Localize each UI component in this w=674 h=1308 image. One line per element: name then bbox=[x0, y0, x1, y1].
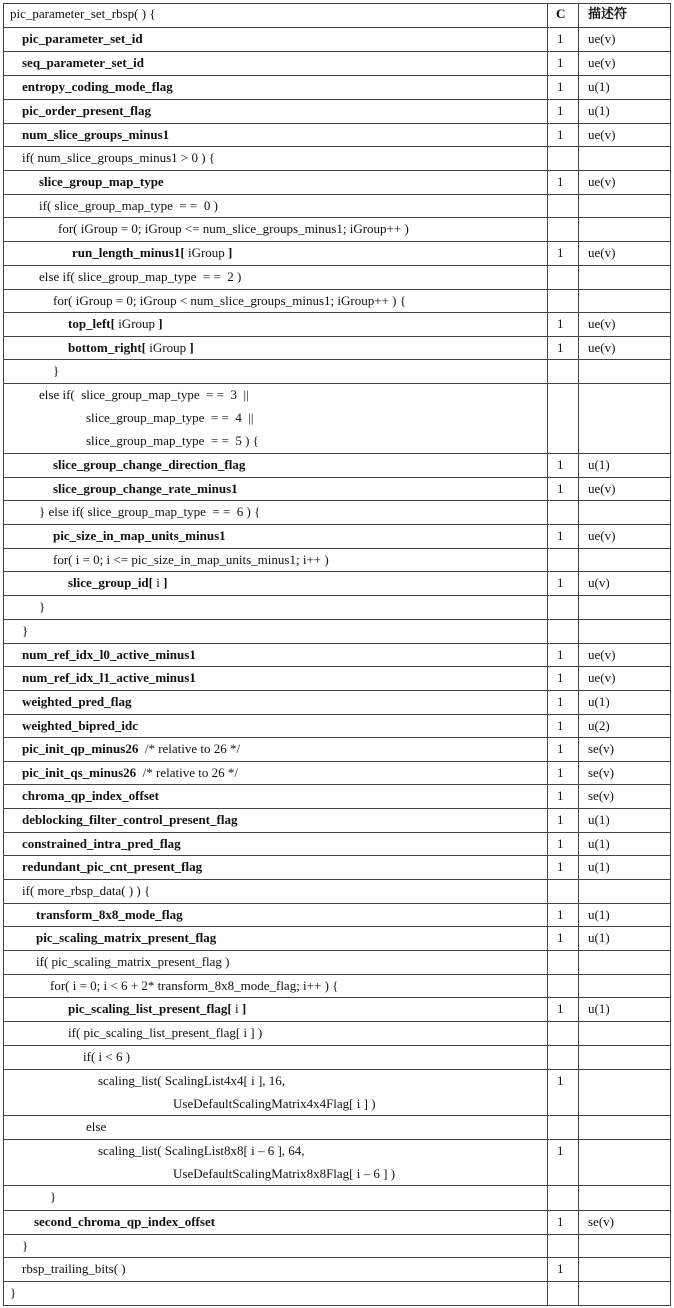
category-cell: 1 bbox=[557, 245, 564, 260]
category-cell: 1 bbox=[557, 694, 564, 709]
row-divider bbox=[3, 265, 671, 266]
descriptor-cell: u(1) bbox=[588, 907, 610, 922]
syntax-element-name: pic_scaling_list_present_flag[ bbox=[68, 1001, 232, 1016]
syntax-cell bbox=[39, 269, 241, 285]
row-divider bbox=[3, 1045, 671, 1046]
row-divider bbox=[3, 808, 671, 809]
syntax-text: else if( slice_group_map_type = = 2 ) bbox=[39, 269, 242, 284]
category-cell: 1 bbox=[557, 788, 564, 803]
syntax-cell bbox=[34, 1214, 215, 1230]
syntax-text: } bbox=[50, 1189, 57, 1204]
syntax-element-name: constrained_intra_pred_flag bbox=[22, 836, 181, 851]
syntax-continuation: slice_group_map_type = = 5 ) { bbox=[86, 433, 259, 448]
category-cell: 1 bbox=[557, 528, 564, 543]
descriptor-cell: u(1) bbox=[588, 1001, 610, 1016]
descriptor-cell: u(1) bbox=[588, 694, 610, 709]
descriptor-cell: se(v) bbox=[588, 741, 614, 756]
syntax-text: for( i = 0; i <= pic_size_in_map_units_minus1; i++ ) bbox=[53, 552, 329, 567]
category-cell: 1 bbox=[557, 174, 564, 189]
category-cell: 1 bbox=[557, 859, 564, 874]
syntax-cell bbox=[68, 575, 167, 591]
column-divider bbox=[578, 3, 579, 1306]
syntax-element-name: bottom_right[ bbox=[68, 340, 146, 355]
syntax-element-name: deblocking_filter_control_present_flag bbox=[22, 812, 238, 827]
row-divider bbox=[3, 950, 671, 951]
row-divider bbox=[3, 524, 671, 525]
category-cell: 1 bbox=[557, 79, 564, 94]
row-divider bbox=[3, 643, 671, 644]
category-cell: 1 bbox=[557, 55, 564, 70]
row-divider bbox=[3, 359, 671, 360]
header-descriptor: 描述符 bbox=[588, 6, 628, 21]
syntax-cell bbox=[39, 174, 164, 190]
row-divider bbox=[3, 241, 671, 242]
row-divider bbox=[3, 1210, 671, 1211]
syntax-text: if( more_rbsp_data( ) ) { bbox=[22, 883, 151, 898]
row-divider bbox=[3, 666, 671, 667]
descriptor-cell: ue(v) bbox=[588, 174, 616, 189]
syntax-cell bbox=[22, 788, 159, 804]
syntax-element-name: top_left[ bbox=[68, 316, 115, 331]
category-cell: 1 bbox=[557, 718, 564, 733]
descriptor-cell: u(2) bbox=[588, 718, 610, 733]
category-cell: 1 bbox=[557, 1001, 564, 1016]
syntax-cell bbox=[22, 31, 143, 47]
descriptor-cell: u(1) bbox=[588, 812, 610, 827]
syntax-cell bbox=[22, 79, 173, 95]
category-cell: 1 bbox=[557, 907, 564, 922]
syntax-cell bbox=[83, 1049, 130, 1065]
category-cell: 1 bbox=[557, 1073, 564, 1088]
syntax-cell bbox=[53, 481, 238, 497]
row-divider bbox=[3, 99, 671, 100]
syntax-cell bbox=[58, 221, 409, 237]
category-cell: 1 bbox=[557, 812, 564, 827]
syntax-cell bbox=[68, 1025, 262, 1041]
syntax-text: if( pic_scaling_matrix_present_flag ) bbox=[36, 954, 230, 969]
syntax-element-name: ] bbox=[189, 340, 194, 355]
row-divider bbox=[3, 737, 671, 738]
row-divider bbox=[3, 997, 671, 998]
row-divider bbox=[3, 855, 671, 856]
syntax-cell bbox=[10, 1285, 16, 1301]
syntax-text: if( pic_scaling_list_present_flag[ i ] ) bbox=[68, 1025, 263, 1040]
syntax-cell bbox=[39, 599, 45, 615]
row-divider bbox=[3, 974, 671, 975]
header-c: C bbox=[556, 6, 566, 21]
syntax-element-name: seq_parameter_set_id bbox=[22, 55, 145, 70]
descriptor-cell: u(1) bbox=[588, 836, 610, 851]
syntax-cell bbox=[22, 55, 144, 71]
row-divider bbox=[3, 784, 671, 785]
syntax-text: i bbox=[153, 575, 164, 590]
row-divider bbox=[3, 51, 671, 52]
row-divider bbox=[3, 879, 671, 880]
syntax-cell bbox=[22, 150, 215, 166]
syntax-element-name: ] bbox=[241, 1001, 247, 1016]
descriptor-cell: ue(v) bbox=[588, 55, 616, 70]
category-cell: 1 bbox=[557, 1261, 564, 1276]
syntax-element-name: num_slice_groups_minus1 bbox=[22, 127, 170, 142]
row-divider bbox=[3, 453, 671, 454]
row-divider bbox=[3, 1305, 671, 1306]
syntax-text: for( iGroup = 0; iGroup <= num_slice_groups_minus1; iGroup++ ) bbox=[58, 221, 409, 236]
syntax-element-name: ] bbox=[163, 575, 168, 590]
row-divider bbox=[3, 146, 671, 147]
syntax-text: if( num_slice_groups_minus1 > 0 ) { bbox=[22, 150, 216, 165]
syntax-cell bbox=[39, 387, 249, 403]
row-divider bbox=[3, 832, 671, 833]
row-divider bbox=[3, 571, 671, 572]
syntax-cell bbox=[98, 1143, 305, 1159]
row-divider bbox=[3, 1281, 671, 1282]
descriptor-cell: se(v) bbox=[588, 788, 614, 803]
syntax-cell bbox=[22, 623, 28, 639]
row-divider bbox=[3, 1257, 671, 1258]
row-divider bbox=[3, 761, 671, 762]
descriptor-cell: ue(v) bbox=[588, 670, 616, 685]
syntax-element-name: transform_8x8_mode_flag bbox=[36, 907, 183, 922]
syntax-text: iGroup bbox=[146, 340, 190, 355]
syntax-cell bbox=[22, 741, 240, 757]
syntax-cell bbox=[22, 694, 132, 710]
row-divider bbox=[3, 312, 671, 313]
row-divider bbox=[3, 714, 671, 715]
syntax-element-name: weighted_bipred_idc bbox=[22, 718, 139, 733]
category-cell: 1 bbox=[557, 670, 564, 685]
descriptor-cell: ue(v) bbox=[588, 528, 616, 543]
syntax-element-name: num_ref_idx_l1_active_minus1 bbox=[22, 670, 196, 685]
syntax-text: } bbox=[39, 599, 46, 614]
syntax-cell bbox=[86, 1119, 106, 1135]
category-cell: 1 bbox=[557, 930, 564, 945]
syntax-text: if( i < 6 ) bbox=[83, 1049, 131, 1064]
row-divider bbox=[3, 1021, 671, 1022]
descriptor-cell: ue(v) bbox=[588, 481, 616, 496]
category-cell: 1 bbox=[557, 575, 564, 590]
column-divider bbox=[670, 3, 671, 1306]
category-cell: 1 bbox=[557, 765, 564, 780]
row-divider bbox=[3, 75, 671, 76]
category-cell: 1 bbox=[557, 103, 564, 118]
descriptor-cell: ue(v) bbox=[588, 316, 616, 331]
syntax-continuation: slice_group_map_type = = 4 || bbox=[86, 410, 254, 425]
syntax-text: scaling_list( ScalingList8x8[ i – 6 ], 64, bbox=[98, 1143, 305, 1158]
column-divider bbox=[3, 3, 4, 1306]
row-divider bbox=[3, 27, 671, 28]
syntax-cell bbox=[53, 363, 59, 379]
syntax-cell bbox=[53, 457, 245, 473]
category-cell: 1 bbox=[557, 127, 564, 142]
descriptor-cell: ue(v) bbox=[588, 340, 616, 355]
syntax-cell bbox=[50, 1189, 56, 1205]
header-syntax: pic_parameter_set_rbsp( ) { bbox=[10, 6, 156, 21]
category-cell: 1 bbox=[557, 316, 564, 331]
syntax-cell bbox=[53, 528, 226, 544]
row-divider bbox=[3, 123, 671, 124]
syntax-text: else if( slice_group_map_type = = 3 || bbox=[39, 387, 249, 402]
category-cell: 1 bbox=[557, 457, 564, 472]
syntax-cell bbox=[68, 1001, 246, 1017]
syntax-cell bbox=[22, 812, 237, 828]
syntax-text: if( slice_group_map_type = = 0 ) bbox=[39, 198, 218, 213]
syntax-element-name: pic_init_qs_minus26 bbox=[22, 765, 137, 780]
category-cell: 1 bbox=[557, 1143, 564, 1158]
syntax-cell bbox=[22, 718, 138, 734]
descriptor-cell: se(v) bbox=[588, 1214, 614, 1229]
syntax-cell bbox=[22, 859, 202, 875]
syntax-cell bbox=[36, 954, 230, 970]
descriptor-cell: ue(v) bbox=[588, 127, 616, 142]
syntax-element-name: pic_parameter_set_id bbox=[22, 31, 143, 46]
syntax-continuation: UseDefaultScalingMatrix4x4Flag[ i ] ) bbox=[173, 1096, 376, 1111]
syntax-cell bbox=[98, 1073, 285, 1089]
syntax-text: i bbox=[231, 1001, 242, 1016]
row-divider bbox=[3, 548, 671, 549]
syntax-element-name: slice_group_change_direction_flag bbox=[53, 457, 246, 472]
syntax-cell bbox=[22, 1238, 28, 1254]
syntax-element-name: slice_group_id[ bbox=[68, 575, 153, 590]
category-cell: 1 bbox=[557, 836, 564, 851]
syntax-element-name: pic_order_present_flag bbox=[22, 103, 152, 118]
syntax-text: /* relative to 26 */ bbox=[138, 741, 241, 756]
syntax-cell bbox=[22, 670, 196, 686]
syntax-text: scaling_list( ScalingList4x4[ i ], 16, bbox=[98, 1073, 286, 1088]
descriptor-cell: u(1) bbox=[588, 103, 610, 118]
row-divider bbox=[3, 3, 671, 4]
syntax-cell bbox=[22, 127, 169, 143]
syntax-text: rbsp_trailing_bits( ) bbox=[22, 1261, 126, 1276]
syntax-element-name: slice_group_map_type bbox=[39, 174, 164, 189]
category-cell: 1 bbox=[557, 1214, 564, 1229]
syntax-cell bbox=[39, 198, 218, 214]
syntax-element-name: weighted_pred_flag bbox=[22, 694, 132, 709]
descriptor-cell: u(1) bbox=[588, 859, 610, 874]
descriptor-cell: u(1) bbox=[588, 930, 610, 945]
syntax-element-name: num_ref_idx_l0_active_minus1 bbox=[22, 647, 196, 662]
row-divider bbox=[3, 595, 671, 596]
syntax-cell bbox=[36, 930, 216, 946]
syntax-element-name: pic_scaling_matrix_present_flag bbox=[36, 930, 217, 945]
row-divider bbox=[3, 1185, 671, 1186]
syntax-text: } else if( slice_group_map_type = = 6 ) { bbox=[39, 504, 261, 519]
syntax-cell bbox=[22, 1261, 126, 1277]
syntax-element-name: second_chroma_qp_index_offset bbox=[34, 1214, 216, 1229]
syntax-cell bbox=[53, 552, 329, 568]
descriptor-cell: u(1) bbox=[588, 79, 610, 94]
category-cell: 1 bbox=[557, 741, 564, 756]
syntax-element-name: chroma_qp_index_offset bbox=[22, 788, 159, 803]
descriptor-cell: ue(v) bbox=[588, 647, 616, 662]
syntax-text: for( iGroup = 0; iGroup < num_slice_groups_minus1; iGroup++ ) { bbox=[53, 293, 406, 308]
syntax-cell bbox=[22, 103, 151, 119]
syntax-text: else bbox=[86, 1119, 107, 1134]
syntax-element-name: pic_size_in_map_units_minus1 bbox=[53, 528, 226, 543]
syntax-element-name: run_length_minus1[ bbox=[72, 245, 185, 260]
row-divider bbox=[3, 170, 671, 171]
descriptor-cell: u(v) bbox=[588, 575, 610, 590]
row-divider bbox=[3, 903, 671, 904]
syntax-element-name: redundant_pic_cnt_present_flag bbox=[22, 859, 203, 874]
row-divider bbox=[3, 1115, 671, 1116]
syntax-cell bbox=[68, 340, 194, 356]
row-divider bbox=[3, 194, 671, 195]
syntax-text: } bbox=[22, 623, 29, 638]
syntax-cell bbox=[72, 245, 232, 261]
syntax-text: } bbox=[53, 363, 60, 378]
row-divider bbox=[3, 690, 671, 691]
syntax-cell bbox=[22, 836, 181, 852]
row-divider bbox=[3, 477, 671, 478]
row-divider bbox=[3, 1234, 671, 1235]
row-divider bbox=[3, 336, 671, 337]
row-divider bbox=[3, 289, 671, 290]
syntax-cell bbox=[22, 647, 196, 663]
syntax-element-name: ] bbox=[158, 316, 163, 331]
syntax-text: } bbox=[10, 1285, 17, 1300]
row-divider bbox=[3, 217, 671, 218]
syntax-cell bbox=[22, 765, 238, 781]
syntax-text: } bbox=[22, 1238, 29, 1253]
row-divider bbox=[3, 619, 671, 620]
syntax-element-name: pic_init_qp_minus26 bbox=[22, 741, 139, 756]
syntax-cell bbox=[68, 316, 163, 332]
descriptor-cell: ue(v) bbox=[588, 245, 616, 260]
syntax-cell bbox=[22, 883, 150, 899]
syntax-element-name: ] bbox=[228, 245, 233, 260]
category-cell: 1 bbox=[557, 481, 564, 496]
row-divider bbox=[3, 500, 671, 501]
syntax-cell bbox=[36, 907, 183, 923]
row-divider bbox=[3, 926, 671, 927]
syntax-cell bbox=[53, 293, 406, 309]
category-cell: 1 bbox=[557, 31, 564, 46]
syntax-text: /* relative to 26 */ bbox=[136, 765, 238, 780]
syntax-element-name: slice_group_change_rate_minus1 bbox=[53, 481, 238, 496]
row-divider bbox=[3, 1139, 671, 1140]
column-divider bbox=[547, 3, 548, 1306]
row-divider bbox=[3, 383, 671, 384]
syntax-text: for( i = 0; i < 6 + 2* transform_8x8_mode_flag; i++ ) { bbox=[50, 978, 339, 993]
descriptor-cell: se(v) bbox=[588, 765, 614, 780]
syntax-text: iGroup bbox=[184, 245, 229, 260]
syntax-text: iGroup bbox=[114, 316, 159, 331]
row-divider bbox=[3, 1069, 671, 1070]
syntax-continuation: UseDefaultScalingMatrix8x8Flag[ i – 6 ] ) bbox=[173, 1166, 396, 1181]
category-cell: 1 bbox=[557, 647, 564, 662]
descriptor-cell: u(1) bbox=[588, 457, 610, 472]
descriptor-cell: ue(v) bbox=[588, 31, 616, 46]
syntax-cell bbox=[39, 504, 260, 520]
syntax-cell bbox=[50, 978, 338, 994]
syntax-element-name: entropy_coding_mode_flag bbox=[22, 79, 173, 94]
category-cell: 1 bbox=[557, 340, 564, 355]
